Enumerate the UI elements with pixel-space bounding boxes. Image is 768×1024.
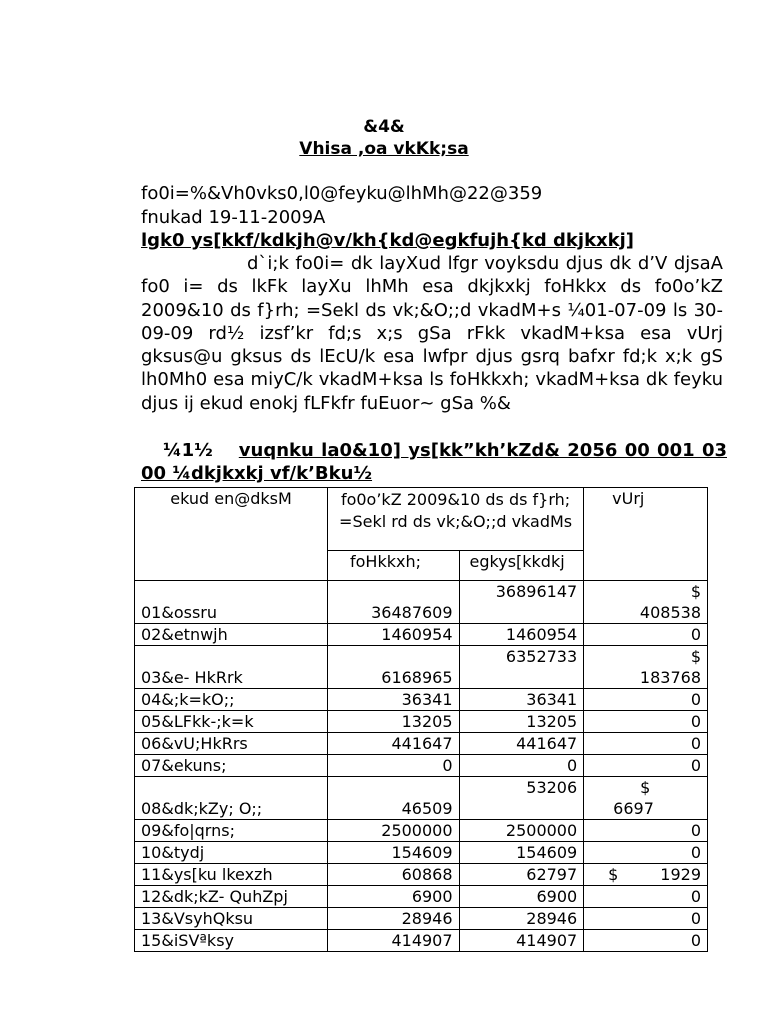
- row-item: 08&dk;kZy; O;;: [135, 777, 328, 820]
- table-row: [135, 689, 708, 711]
- row-ag-value: 6900: [459, 886, 584, 908]
- letter-subject: lgk0 ys[kkf/kdkjh@v/kh{kd@egkfujh{kd dkjkxkj]: [141, 230, 635, 251]
- row-ag-value: 414907: [459, 930, 584, 952]
- row-ag-value: 28946: [459, 908, 584, 930]
- table-row: [135, 930, 708, 952]
- table-row: [135, 908, 708, 930]
- diff-value: 0: [584, 689, 708, 711]
- row-dept-value: 0: [327, 755, 459, 777]
- row-dept-value: 36341: [327, 689, 459, 711]
- header-dept: foHkkxh;: [327, 550, 459, 580]
- table-row: [135, 624, 708, 646]
- diff-value: 0: [584, 886, 708, 908]
- row-dept-value: 414907: [327, 930, 459, 952]
- table-row: [135, 777, 708, 820]
- table-row: [135, 733, 708, 755]
- row-dept-value: 1460954: [327, 624, 459, 646]
- row-item: 12&dk;kZ- QuhZpj: [135, 886, 328, 908]
- section-heading: [141, 439, 727, 485]
- letter-date: fnukad 19-11-2009A: [141, 207, 326, 228]
- row-dept-value: 2500000: [327, 820, 459, 842]
- table-row: [135, 886, 708, 908]
- diff-value: 0: [584, 711, 708, 733]
- row-ag-value: 2500000: [459, 820, 584, 842]
- row-ag-value: 154609: [459, 842, 584, 864]
- row-dept-value: 60868: [327, 864, 459, 886]
- header-item: ekud en@dksM: [135, 488, 328, 581]
- page-number: &4&: [363, 117, 405, 137]
- header-diff: vUrj: [584, 488, 708, 581]
- table-row: [135, 842, 708, 864]
- section-heading-text: vuqnku la0&10] ys[kk”kh’kZd& 2056 00 001 03 00 ¼dkjkxkj vf/k’Bku½: [141, 440, 727, 484]
- diff-value: 0: [584, 908, 708, 930]
- row-dept-value: 6900: [327, 886, 459, 908]
- row-item: 15&iSVªksy: [135, 930, 328, 952]
- row-item: 01&ossru: [135, 581, 328, 624]
- row-ag-value: 36896147: [459, 581, 584, 624]
- row-diff: [584, 864, 708, 886]
- row-item: 06&vU;HkRrs: [135, 733, 328, 755]
- diff-value: 6697: [613, 799, 654, 818]
- row-item: 09&fo|qrns;: [135, 820, 328, 842]
- budget-table: [134, 487, 708, 952]
- row-diff: [584, 777, 708, 820]
- table-row: [135, 755, 708, 777]
- row-ag-value: 1460954: [459, 624, 584, 646]
- diff-sign: $: [608, 865, 619, 884]
- diff-value: 0: [584, 842, 708, 864]
- header-ag: egkys[kkdkj: [459, 550, 584, 580]
- diff-value: 1929: [660, 865, 701, 884]
- letter-reference: fo0i=%&Vh0vks0,l0@feyku@lhMh@22@359: [141, 183, 543, 204]
- diff-value: 0: [584, 820, 708, 842]
- section-number: ¼1½: [163, 440, 213, 461]
- table-row: [135, 711, 708, 733]
- diff-value: 183768: [639, 668, 701, 687]
- row-ag-value: 6352733: [459, 646, 584, 689]
- row-dept-value: 6168965: [327, 646, 459, 689]
- row-ag-value: 53206: [459, 777, 584, 820]
- diff-value: 0: [584, 755, 708, 777]
- diff-sign: $: [690, 582, 701, 601]
- diff-value: 0: [584, 930, 708, 952]
- diff-value: 0: [584, 733, 708, 755]
- letter-body: d`i;k fo0i= dk layXud lfgr voyksdu djus dk d’V djsaA fo0 i= ds lkFk layXu lhMh esa dkjkxkj foHkkx ds fo0o’kZ 2009&10 ds f}rh; =Sekl ds vk;&O;;d vkadM+s ¼01-07-09 ls 30-09-09 rd½ izsf’kr fd;s x;s gSa rFkk vkadM+ksa esa vUrj gksus@u gksus ds lEcU/k esa lwfpr djus gsrq bafxr fd;k x;k gS lh0Mh0 esa miyC/k vkadM+ksa ls foHkkxh; vkadM+ksa dk feyku djus ij ekud enokj fLFkfr fuEuor~ gSa %&: [141, 253, 723, 414]
- row-dept-value: 13205: [327, 711, 459, 733]
- table-row: [135, 864, 708, 886]
- row-item: 05&LFkk-;k=k: [135, 711, 328, 733]
- table-body: [135, 581, 708, 952]
- row-item: 13&VsyhQksu: [135, 908, 328, 930]
- row-ag-value: 13205: [459, 711, 584, 733]
- row-diff: [584, 646, 708, 689]
- row-dept-value: 441647: [327, 733, 459, 755]
- row-item: 03&e- HkRrk: [135, 646, 328, 689]
- row-ag-value: 441647: [459, 733, 584, 755]
- row-ag-value: 0: [459, 755, 584, 777]
- row-dept-value: 36487609: [327, 581, 459, 624]
- row-ag-value: 36341: [459, 689, 584, 711]
- row-item: 04&;k=kO;;: [135, 689, 328, 711]
- row-dept-value: 46509: [327, 777, 459, 820]
- row-ag-value: 62797: [459, 864, 584, 886]
- diff-sign: $: [690, 647, 701, 666]
- page-title: Vhisa ,oa vkKk;sa: [299, 139, 469, 159]
- table-row: [135, 581, 708, 624]
- table-row: [135, 820, 708, 842]
- row-item: 07&ekuns;: [135, 755, 328, 777]
- diff-sign: $: [640, 778, 651, 797]
- diff-value: 408538: [639, 603, 701, 622]
- diff-value: 0: [584, 624, 708, 646]
- row-dept-value: 154609: [327, 842, 459, 864]
- row-dept-value: 28946: [327, 908, 459, 930]
- row-item: 02&etnwjh: [135, 624, 328, 646]
- row-item: 11&ys[ku lkexzh: [135, 864, 328, 886]
- row-diff: [584, 581, 708, 624]
- row-item: 10&tydj: [135, 842, 328, 864]
- header-period: fo0o’kZ 2009&10 ds ds f}rh; =Sekl rd ds vk;&O;;d vkadMs: [327, 488, 583, 551]
- table-row: [135, 646, 708, 689]
